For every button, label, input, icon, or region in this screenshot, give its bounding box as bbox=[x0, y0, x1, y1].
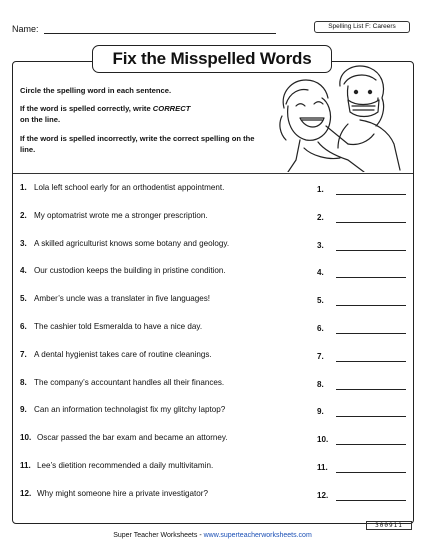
instruction-correct-post: on the line. bbox=[20, 114, 61, 124]
answer-number: 11. bbox=[317, 463, 328, 472]
answer-number: 5. bbox=[317, 296, 324, 306]
question-row bbox=[20, 266, 410, 280]
answer-number: 7. bbox=[317, 351, 324, 361]
answer-line[interactable] bbox=[336, 222, 406, 223]
question-row bbox=[20, 239, 410, 253]
answer-number: 6. bbox=[317, 324, 324, 333]
answer-line[interactable] bbox=[336, 500, 406, 501]
name-label: Name: bbox=[12, 24, 39, 34]
question-number: 5. bbox=[20, 294, 27, 304]
answer-number: 10. bbox=[317, 435, 329, 445]
footer-separator: - bbox=[197, 532, 204, 539]
answer-number: 3. bbox=[317, 240, 324, 250]
instruction-circle: Circle the spelling word in each sentence. bbox=[20, 86, 172, 95]
question-number: 7. bbox=[20, 349, 27, 359]
question-sentence[interactable]: Amber’s uncle was a translater in five languages! bbox=[34, 294, 211, 304]
instruction-incorrect: If the word is spelled incorrectly, write the correct spelling on the line. bbox=[20, 134, 255, 154]
question-number: 3. bbox=[20, 238, 27, 248]
spelling-list-badge: Spelling List F: Careers bbox=[314, 21, 410, 33]
question-number: 6. bbox=[20, 322, 27, 331]
name-field[interactable] bbox=[44, 25, 276, 34]
section-divider bbox=[13, 173, 413, 174]
answer-number: 1. bbox=[317, 185, 324, 194]
answer-number: 8. bbox=[317, 379, 324, 389]
question-row bbox=[20, 322, 410, 336]
answer-line[interactable] bbox=[336, 250, 406, 251]
question-row bbox=[20, 378, 410, 392]
answer-line[interactable] bbox=[336, 305, 406, 306]
question-sentence[interactable]: My optomatrist wrote me a stronger prescription. bbox=[34, 210, 208, 220]
answer-line[interactable] bbox=[336, 472, 406, 473]
question-row bbox=[20, 461, 410, 475]
question-row bbox=[20, 294, 410, 308]
question-sentence[interactable]: The cashier told Esmeralda to have a nice day. bbox=[34, 322, 203, 331]
question-number: 9. bbox=[20, 405, 27, 415]
question-sentence[interactable]: Can an information technolagist fix my glitchy laptop? bbox=[34, 405, 226, 415]
question-sentence[interactable]: A dental hygienist takes care of routine cleanings. bbox=[34, 349, 212, 359]
answer-line[interactable] bbox=[336, 277, 406, 278]
answer-line[interactable] bbox=[336, 194, 406, 195]
footer-url[interactable]: www.superteacherworksheets.com bbox=[203, 532, 312, 539]
question-row bbox=[20, 350, 410, 364]
answer-line[interactable] bbox=[336, 333, 406, 334]
question-number: 1. bbox=[20, 183, 27, 192]
question-row bbox=[20, 211, 410, 225]
answer-number: 9. bbox=[317, 407, 324, 417]
question-sentence[interactable]: A skilled agriculturist knows some botany and geology. bbox=[34, 238, 230, 248]
instruction-correct bbox=[20, 104, 260, 125]
worksheet-title: Fix the Misspelled Words bbox=[92, 45, 332, 73]
answer-number: 4. bbox=[317, 268, 324, 278]
question-number: 8. bbox=[20, 377, 27, 387]
question-number: 2. bbox=[20, 210, 27, 220]
worksheet-code: 300911 bbox=[366, 521, 412, 530]
answer-line[interactable] bbox=[336, 416, 406, 417]
question-number: 11. bbox=[20, 461, 31, 470]
footer-brand: Super Teacher Worksheets bbox=[113, 532, 198, 539]
answer-line[interactable] bbox=[336, 361, 406, 362]
footer bbox=[0, 532, 425, 539]
answer-line[interactable] bbox=[336, 444, 406, 445]
answer-number: 12. bbox=[317, 490, 329, 500]
question-sentence[interactable]: Why might someone hire a private investigator? bbox=[37, 488, 208, 498]
question-number: 4. bbox=[20, 266, 27, 276]
question-number: 10. bbox=[20, 433, 32, 443]
question-row bbox=[20, 433, 410, 447]
question-sentence[interactable]: Oscar passed the bar exam and became an attorney. bbox=[37, 433, 228, 443]
question-sentence[interactable]: Our custodion keeps the building in pristine condition. bbox=[34, 266, 226, 276]
question-row bbox=[20, 405, 410, 419]
answer-number: 2. bbox=[317, 212, 324, 222]
question-row bbox=[20, 489, 410, 503]
name-row bbox=[12, 24, 276, 34]
dentist-with-patient-illustration bbox=[278, 64, 408, 172]
question-sentence[interactable]: Lee’s dietition recommended a daily multivitamin. bbox=[37, 461, 214, 470]
question-sentence[interactable]: The company’s accountant handles all their finances. bbox=[34, 377, 225, 387]
answer-line[interactable] bbox=[336, 389, 406, 390]
instruction-correct-keyword: CORRECT bbox=[152, 104, 191, 113]
question-sentence[interactable]: Lola left school early for an orthodentist appointment. bbox=[34, 183, 225, 192]
question-number: 12. bbox=[20, 488, 32, 498]
question-row bbox=[20, 183, 410, 197]
instruction-correct-pre: If the word is spelled correctly, write bbox=[20, 104, 153, 113]
